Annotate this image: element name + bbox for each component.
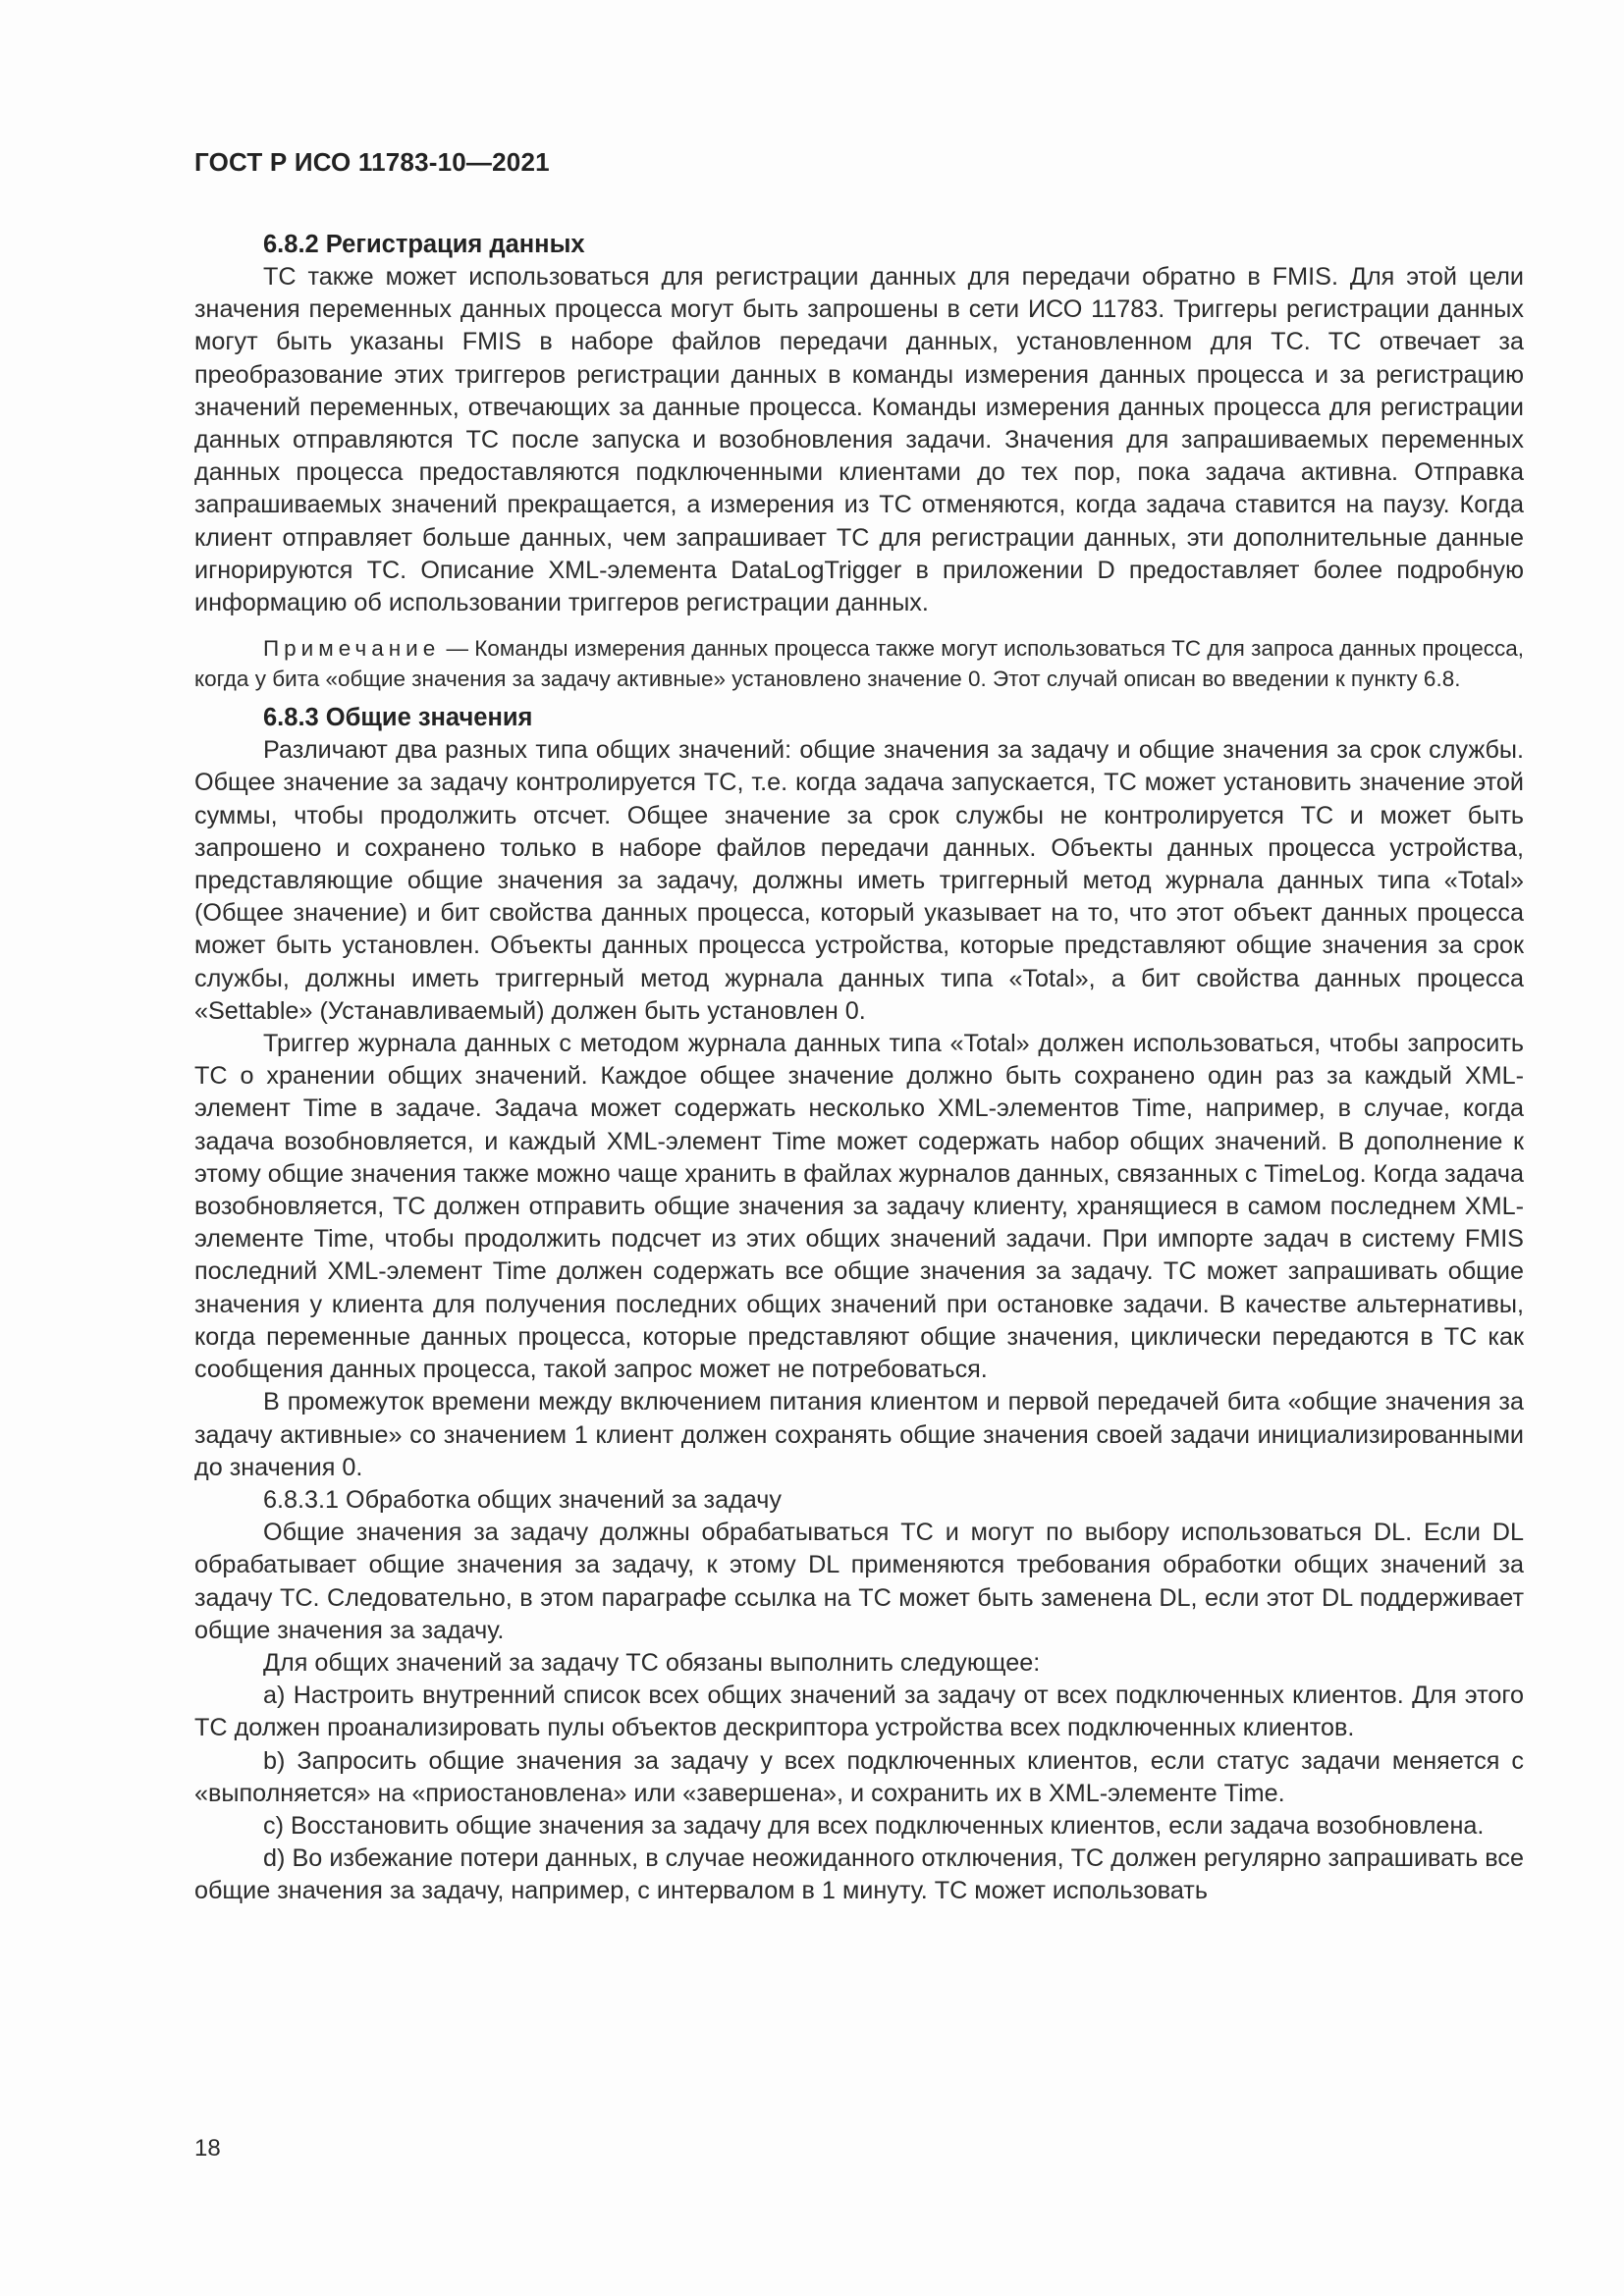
page-number: 18	[194, 2135, 221, 2162]
list-item: c) Восстановить общие значения за задачу для всех подключенных клиентов, если задача возобновлена.	[263, 1811, 1485, 1840]
subsection-heading-6-8-3-1: 6.8.3.1 Обработка общих значений за задачу	[263, 1485, 782, 1514]
list-item: b) Запросить общие значения за задачу у всех подключенных клиентов, если статус задачи меняется с «выполняется» на «приостановлена» или «завершена», и сохранить их в XML-элементе Time.	[194, 1746, 1524, 1807]
note-text: — Команды измерения данных процесса также могут использоваться TC для запроса данных процесса, когда у бита «общие значения за задачу активные» установлено значение 0. Этот случай описан во введении к пункту 6.8.	[194, 636, 1524, 692]
paragraph: Для общих значений за задачу TC обязаны выполнить следующее:	[263, 1648, 1041, 1677]
note-label: Примечание	[263, 636, 441, 662]
paragraph: В промежуток времени между включением питания клиентом и первой передачей бита «общие значения за задачу активные» со значением 1 клиент должен сохранять общие значения своей задачи инициализированными до значения 0.	[194, 1388, 1524, 1481]
document-header: ГОСТ Р ИСО 11783-10—2021	[194, 147, 550, 177]
paragraph: TC также может использоваться для регистрации данных для передачи обратно в FMIS. Для этой цели значения переменных данных процесса могут быть запрошены в сети ИСО 11783. Триггеры регистрации данных могут быть указаны FMIS в наборе файлов передачи данных, установленном для TC. TC отвечает за преобразование этих триггеров регистрации данных в команды измерения данных процесса и за регистрацию значений переменных, отвечающих за данные процесса. Команды измерения данных процесса для регистрации данных отправляются TC после запуска и возобновления задачи. Значения для запрашиваемых переменных данных процесса предоставляются подключенными клиентами до тех пор, пока задача активна. Отправка запрашиваемых значений прекращается, а измерения из TC отменяются, когда задача ставится на паузу. Когда клиент отправляет больше данных, чем запрашивает TC для регистрации данных, эти дополнительные данные игнорируются TC. Описание XML-элемента DataLogTrigger в приложении D предоставляет более подробную информацию об использовании триггеров регистрации данных.	[194, 263, 1524, 617]
note-paragraph	[194, 633, 1524, 694]
paragraph: Общие значения за задачу должны обрабатываться TC и могут по выбору использоваться DL. Если DL обрабатывает общие значения за задачу, к этому DL применяются требования обработки общих значений за задачу TC. Следовательно, в этом параграфе ссылка на TC может быть заменена DL, если этот DL поддерживает общие значения за задачу.	[194, 1519, 1524, 1644]
section-heading-6-8-3: 6.8.3 Общие значения	[263, 704, 533, 732]
page-body	[194, 229, 1524, 1908]
paragraph: Различают два разных типа общих значений: общие значения за задачу и общие значения за срок службы. Общее значение за задачу контролируется TC, т.е. когда задача запускается, TC может установить значение этой суммы, чтобы продолжить отсчет. Общее значение за срок службы не контролируется TC и может быть запрошено и сохранено только в наборе файлов передачи данных. Объекты данных процесса устройства, представляющие общие значения за задачу, должны иметь триггерный метод журнала данных типа «Total» (Общее значение) и бит свойства данных процесса, который указывает на то, что этот объект данных процесса может быть установлен. Объекты данных процесса устройства, которые представляют общие значения за срок службы, должны иметь триггерный метод журнала данных типа «Total», а бит свойства данных процесса «Settable» (Устанавливаемый) должен быть установлен 0.	[194, 736, 1524, 1025]
list-item: d) Во избежание потери данных, в случае неожиданного отключения, TC должен регулярно запрашивать все общие значения за задачу, например, с интервалом в 1 минуту. TC может использовать	[194, 1844, 1524, 1905]
list-item: a) Настроить внутренний список всех общих значений за задачу от всех подключенных клиентов. Для этого TC должен проанализировать пулы объектов дескриптора устройства всех подключенных клиентов.	[194, 1682, 1524, 1742]
paragraph: Триггер журнала данных с методом журнала данных типа «Total» должен использоваться, чтобы запросить TC о хранении общих значений. Каждое общее значение должно быть сохранено один раз за каждый XML-элемент Time в задаче. Задача может содержать несколько XML-элементов Time, например, в случае, когда задача возобновляется, и каждый XML-элемент Time может содержать набор общих значений. В дополнение к этому общие значения также можно чаще хранить в файлах журналов данных, связанных с TimeLog. Когда задача возобновляется, TC должен отправить общие значения за задачу клиенту, хранящиеся в самом последнем XML-элементе Time, чтобы продолжить подсчет из этих общих значений задачи. При импорте задач в систему FMIS последний XML-элемент Time должен содержать все общие значения за задачу. TC может запрашивать общие значения у клиента для получения последних общих значений при остановке задачи. В качестве альтернативы, когда переменные данных процесса, которые представляют общие значения, циклически передаются в TC как сообщения данных процесса, такой запрос может не потребоваться.	[194, 1030, 1524, 1384]
section-heading-6-8-2: 6.8.2 Регистрация данных	[263, 231, 585, 258]
